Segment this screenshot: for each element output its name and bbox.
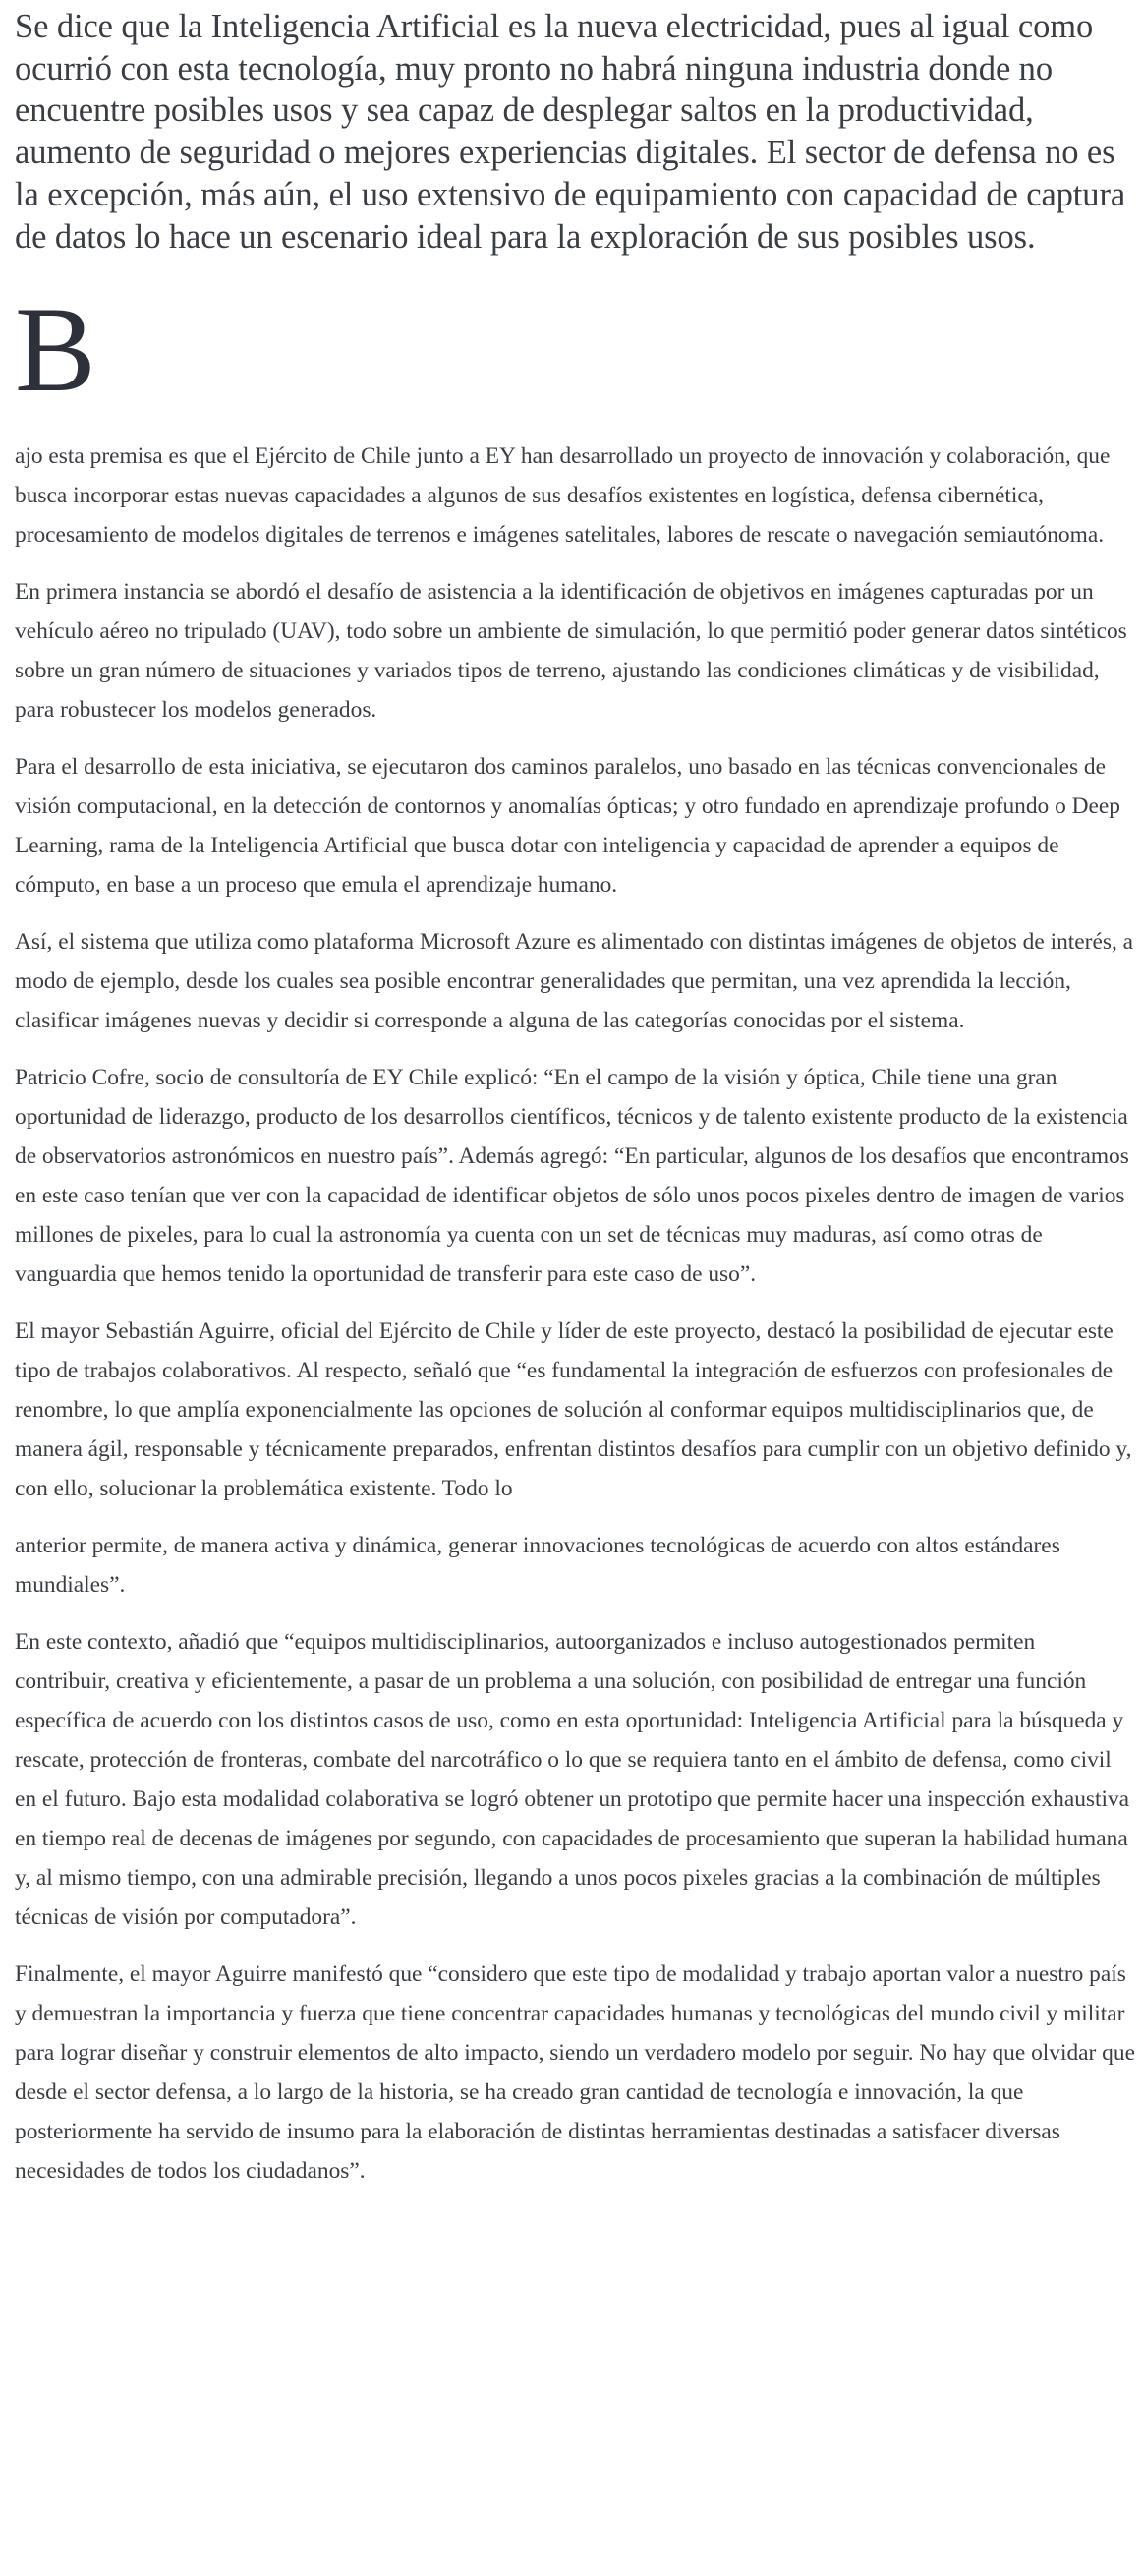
paragraph: ajo esta premisa es que el Ejército de Chile junto a EY han desarrollado un proyecto de innovación y colaboración, que busca incorporar estas nuevas capacidades a algunos de sus desafíos existentes en logística, defensa cibernética, procesamiento de modelos digitales de terrenos e imágenes satelitales, labores de rescate o navegación semiautónoma. [15,443,1111,549]
paragraph: Finalmente, el mayor Aguirre manifestó que “considero que este tipo de modalidad y trabajo aportan valor a nuestro país y demuestran la importancia y fuerza que tiene concentrar capacidades humanas y tecnológicas del mundo civil y militar para lograr diseñar y construir elementos de alto impacto, siendo un verdadero modelo por seguir. No hay que olvidar que desde el sector defensa, a lo largo de la historia, se ha creado gran cantidad de tecnología e innovación, la que posteriormente ha servido de insumo para la elaboración de distintas herramientas destinadas a satisfacer diversas necesidades de todos los ciudadanos”. [15,1961,1135,2185]
paragraph: Patricio Cofre, socio de consultoría de EY Chile explicó: “En el campo de la visión y óptica, Chile tiene una gran oportunidad de liderazgo, producto de los desarrollos científicos, técnicos y de talento existente producto de la existencia de observatorios astronómicos en nuestro país”. Además agregó: “En particular, algunos de los desafíos que encontramos en este caso tenían que ver con la capacidad de identificar objetos de sólo unos pocos pixeles dentro de imagen de varios millones de pixeles, para lo cual la astronomía ya cuenta con un set de técnicas muy maduras, así como otras de vanguardia que hemos tenido la oportunidad de transferir para este caso de uso”. [15,1065,1129,1288]
paragraph: Así, el sistema que utiliza como plataforma Microsoft Azure es alimentado con distintas imágenes de objetos de interés, a modo de ejemplo, desde los cuales sea posible encontrar generalidades que permitan, una vez aprendida la lección, clasificar imágenes nuevas y decidir si corresponde a alguna de las categorías conocidas por el sistema. [15,929,1134,1034]
paragraph: En primera instancia se abordó el desafío de asistencia a la identificación de objetivos en imágenes capturadas por un vehículo aéreo no tripulado (UAV), todo sobre un ambiente de simulación, lo que permitió poder generar datos sintéticos sobre un gran número de situaciones y variados tipos de terreno, ajustando las condiciones climáticas y de visibilidad, para robustecer los modelos generados. [15,579,1127,724]
article-body [15,0,1135,2191]
paragraph: anterior permite, de manera activa y dinámica, generar innovaciones tecnológicas de acuerdo con altos estándares mundiales”. [15,1533,1060,1599]
paragraph: El mayor Sebastián Aguirre, oficial del Ejército de Chile y líder de este proyecto, destacó la posibilidad de ejecutar este tipo de trabajos colaborativos. Al respecto, señaló que “es fundamental la integración de esfuerzos con profesionales de renombre, lo que amplía exponencialmente las opciones de solución al conformar equipos multidisciplinarios que, de manera ágil, responsable y técnicamente preparados, enfrentan distintos desafíos para cumplir con un objetivo definido y, con ello, solucionar la problemática existente. Todo lo [15,1318,1132,1502]
paragraph: Para el desarrollo de esta iniciativa, se ejecutaron dos caminos paralelos, uno basado en las técnicas convencionales de visión computacional, en la detección de contornos y anomalías ópticas; y otro fundado en aprendizaje profundo o Deep Learning, rama de la Inteligencia Artificial que busca dotar con inteligencia y capacidad de aprender a equipos de cómputo, en base a un proceso que emula el aprendizaje humano. [15,754,1120,899]
article-lead: Se dice que la Inteligencia Artificial es la nueva electricidad, pues al igual como ocurrió con esta tecnología, muy pronto no habrá ninguna industria donde no encuentre posibles usos y sea capaz de desplegar saltos en la productividad, aumento de seguridad o mejores experiencias digitales. El sector de defensa no es la excepción, más aún, el uso extensivo de equipamiento con capacidad de captura de datos lo hace un escenario ideal para la exploración de sus posibles usos. [15,8,1126,256]
drop-cap: B [15,282,96,418]
paragraph: En este contexto, añadió que “equipos multidisciplinarios, autoorganizados e incluso autogestionados permiten contribuir, creativa y eficientemente, a pasar de un problema a una solución, con posibilidad de entregar una función específica de acuerdo con los distintos casos de uso, como en esta oportunidad: Inteligencia Artificial para la búsqueda y rescate, protección de fronteras, combate del narcotráfico o lo que se requiera tanto en el ámbito de defensa, como civil en el futuro. Bajo esta modalidad colaborativa se logró obtener un prototipo que permite hacer una inspección exhaustiva en tiempo real de decenas de imágenes por segundo, con capacidades de procesamiento que superan la habilidad humana y, al mismo tiempo, con una admirable precisión, llegando a unos pocos pixeles gracias a la combinación de múltiples técnicas de visión por computadora”. [15,1629,1130,1931]
